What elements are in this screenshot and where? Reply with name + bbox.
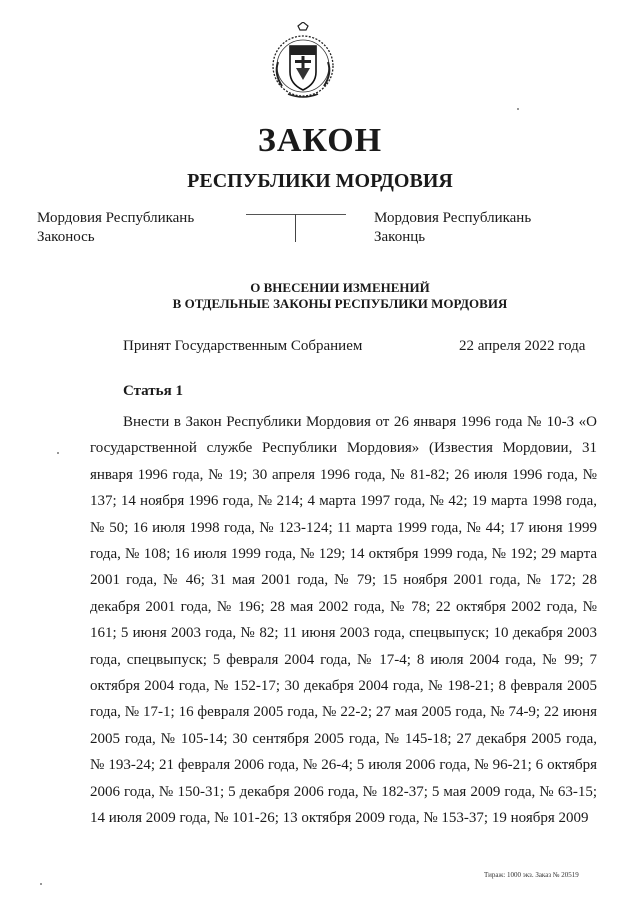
- law-title: [0, 280, 640, 312]
- coat-of-arms-icon: [268, 22, 338, 102]
- document-subtitle: РЕСПУБЛИКИ МОРДОВИЯ: [187, 170, 453, 192]
- law-title-line-1: О ВНЕСЕНИИ ИЗМЕНЕНИЙ: [250, 280, 430, 295]
- scan-speck: [40, 883, 42, 885]
- left-lang-line-1: Мордовия Республикань: [37, 210, 195, 226]
- stamp-line: [246, 214, 346, 215]
- right-lang-line-1: Мордовия Республикань: [374, 210, 532, 226]
- article-body: Внести в Закон Республики Мордовия от 26 января 1996 года № 10-З «О государственной службе Республики Мордовия» (Известия Мордовии, 31 января 1996 года, № 19; 30 апреля 1996 года, № 81-82; 26 июля 1996 года, № 137; 14 ноября 1996 года, № 214; 4 марта 1997 года, № 42; 19 марта 1998 года, № 50; 16 июля 1998 года, № 123-124; 11 марта 1999 года, № 44; 17 июня 1999 года, № 108; 16 июля 1999 года, № 129; 14 октября 1999 года, № 192; 29 марта 2001 года, № 46; 31 мая 2001 года, № 79; 15 ноября 2001 года, № 172; 28 декабря 2001 года, № 196; 28 мая 2002 года, № 78; 22 октября 2002 года, № 161; 5 июня 2003 года, № 82; 11 июня 2003 года, спецвыпуск; 10 декабря 2003 года, спецвыпуск; 5 февраля 2004 года, № 17-4; 8 июля 2004 года, № 99; 7 октября 2004 года, № 152-17; 30 декабря 2004 года, № 198-21; 8 февраля 2005 года, № 17-1; 16 февраля 2005 года, № 22-2; 27 мая 2005 года, № 74-9; 22 июня 2005 года, № 105-14; 30 сентября 2005 года, № 145-18; 27 декабря 2005 года, № 193-24; 21 февраля 2006 года, № 26-4; 5 июля 2006 года, № 96-21; 6 октября 2006 года, № 150-31; 5 декабря 2006 года, № 182-37; 5 мая 2009 года, № 63-15; 14 июля 2009 года, № 101-26; 13 октября 2009 года, № 153-37; 19 ноября 2009: [90, 414, 597, 827]
- header-right-block: [374, 209, 531, 247]
- stamp-tick: [295, 214, 296, 242]
- left-lang-line-2: Законось: [37, 229, 95, 245]
- scan-speck: [57, 452, 59, 454]
- adopted-date: 22 апреля 2022 года: [459, 338, 586, 354]
- right-lang-line-2: Законць: [374, 229, 426, 245]
- adopted-by: Принят Государственным Собранием: [123, 338, 363, 354]
- header-left-block: [37, 209, 194, 247]
- scan-speck: [517, 108, 519, 110]
- document-title: ЗАКОН: [257, 122, 383, 159]
- print-run-note: Тираж: 1000 экз. Заказ № 20519: [484, 871, 579, 879]
- law-title-line-2: В ОТДЕЛЬНЫЕ ЗАКОНЫ РЕСПУБЛИКИ МОРДОВИЯ: [172, 296, 508, 311]
- article-heading: Статья 1: [123, 383, 183, 399]
